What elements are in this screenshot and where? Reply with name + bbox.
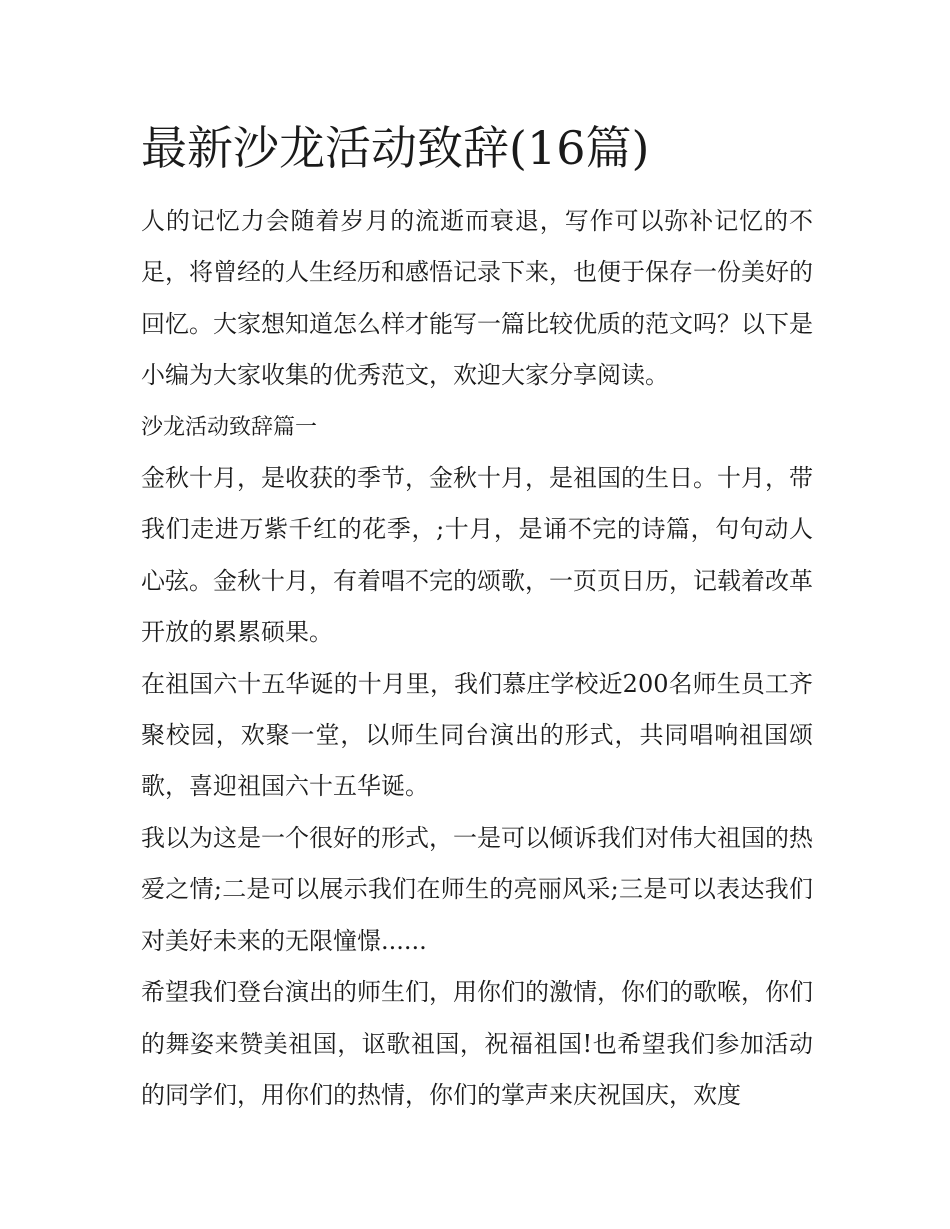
body-paragraph-2: 在祖国六十五华诞的十月里，我们慕庄学校近200名师生员工齐聚校园，欢聚一堂，以师生同台演出的形式，共同唱响祖国颂歌，喜迎祖国六十五华诞。	[141, 669, 813, 801]
document-page	[141, 112, 813, 1121]
intro-paragraph: 人的记忆力会随着岁月的流逝而衰退，写作可以弥补记忆的不足，将曾经的人生经历和感悟记录下来，也便于保存一份美好的回忆。大家想知道怎么样才能写一篇比较优质的范文吗？以下是小编为大家收集的优秀范文，欢迎大家分享阅读。	[141, 207, 813, 390]
document-body	[141, 196, 813, 1121]
document-title: 最新沙龙活动致辞(16篇)	[141, 121, 650, 175]
body-paragraph-1: 金秋十月，是收获的季节，金秋十月，是祖国的生日。十月，带我们走进万紫千红的花季，;十月，是诵不完的诗篇，句句动人心弦。金秋十月，有着唱不完的颂歌，一页页日历，记载着改革开放的累累硕果。	[141, 464, 813, 647]
section-heading: 沙龙活动致辞篇一	[141, 414, 318, 440]
body-paragraph-4: 希望我们登台演出的师生们，用你们的激情，你们的歌喉，你们的舞姿来赞美祖国，讴歌祖国，祝福祖国!也希望我们参加活动的同学们，用你们的热情，你们的掌声来庆祝国庆，欢度	[141, 978, 813, 1109]
body-paragraph-3: 我以为这是一个很好的形式，一是可以倾诉我们对伟大祖国的热爱之情;二是可以展示我们在师生的亮丽风采;三是可以表达我们对美好未来的无限憧憬......	[141, 823, 813, 955]
